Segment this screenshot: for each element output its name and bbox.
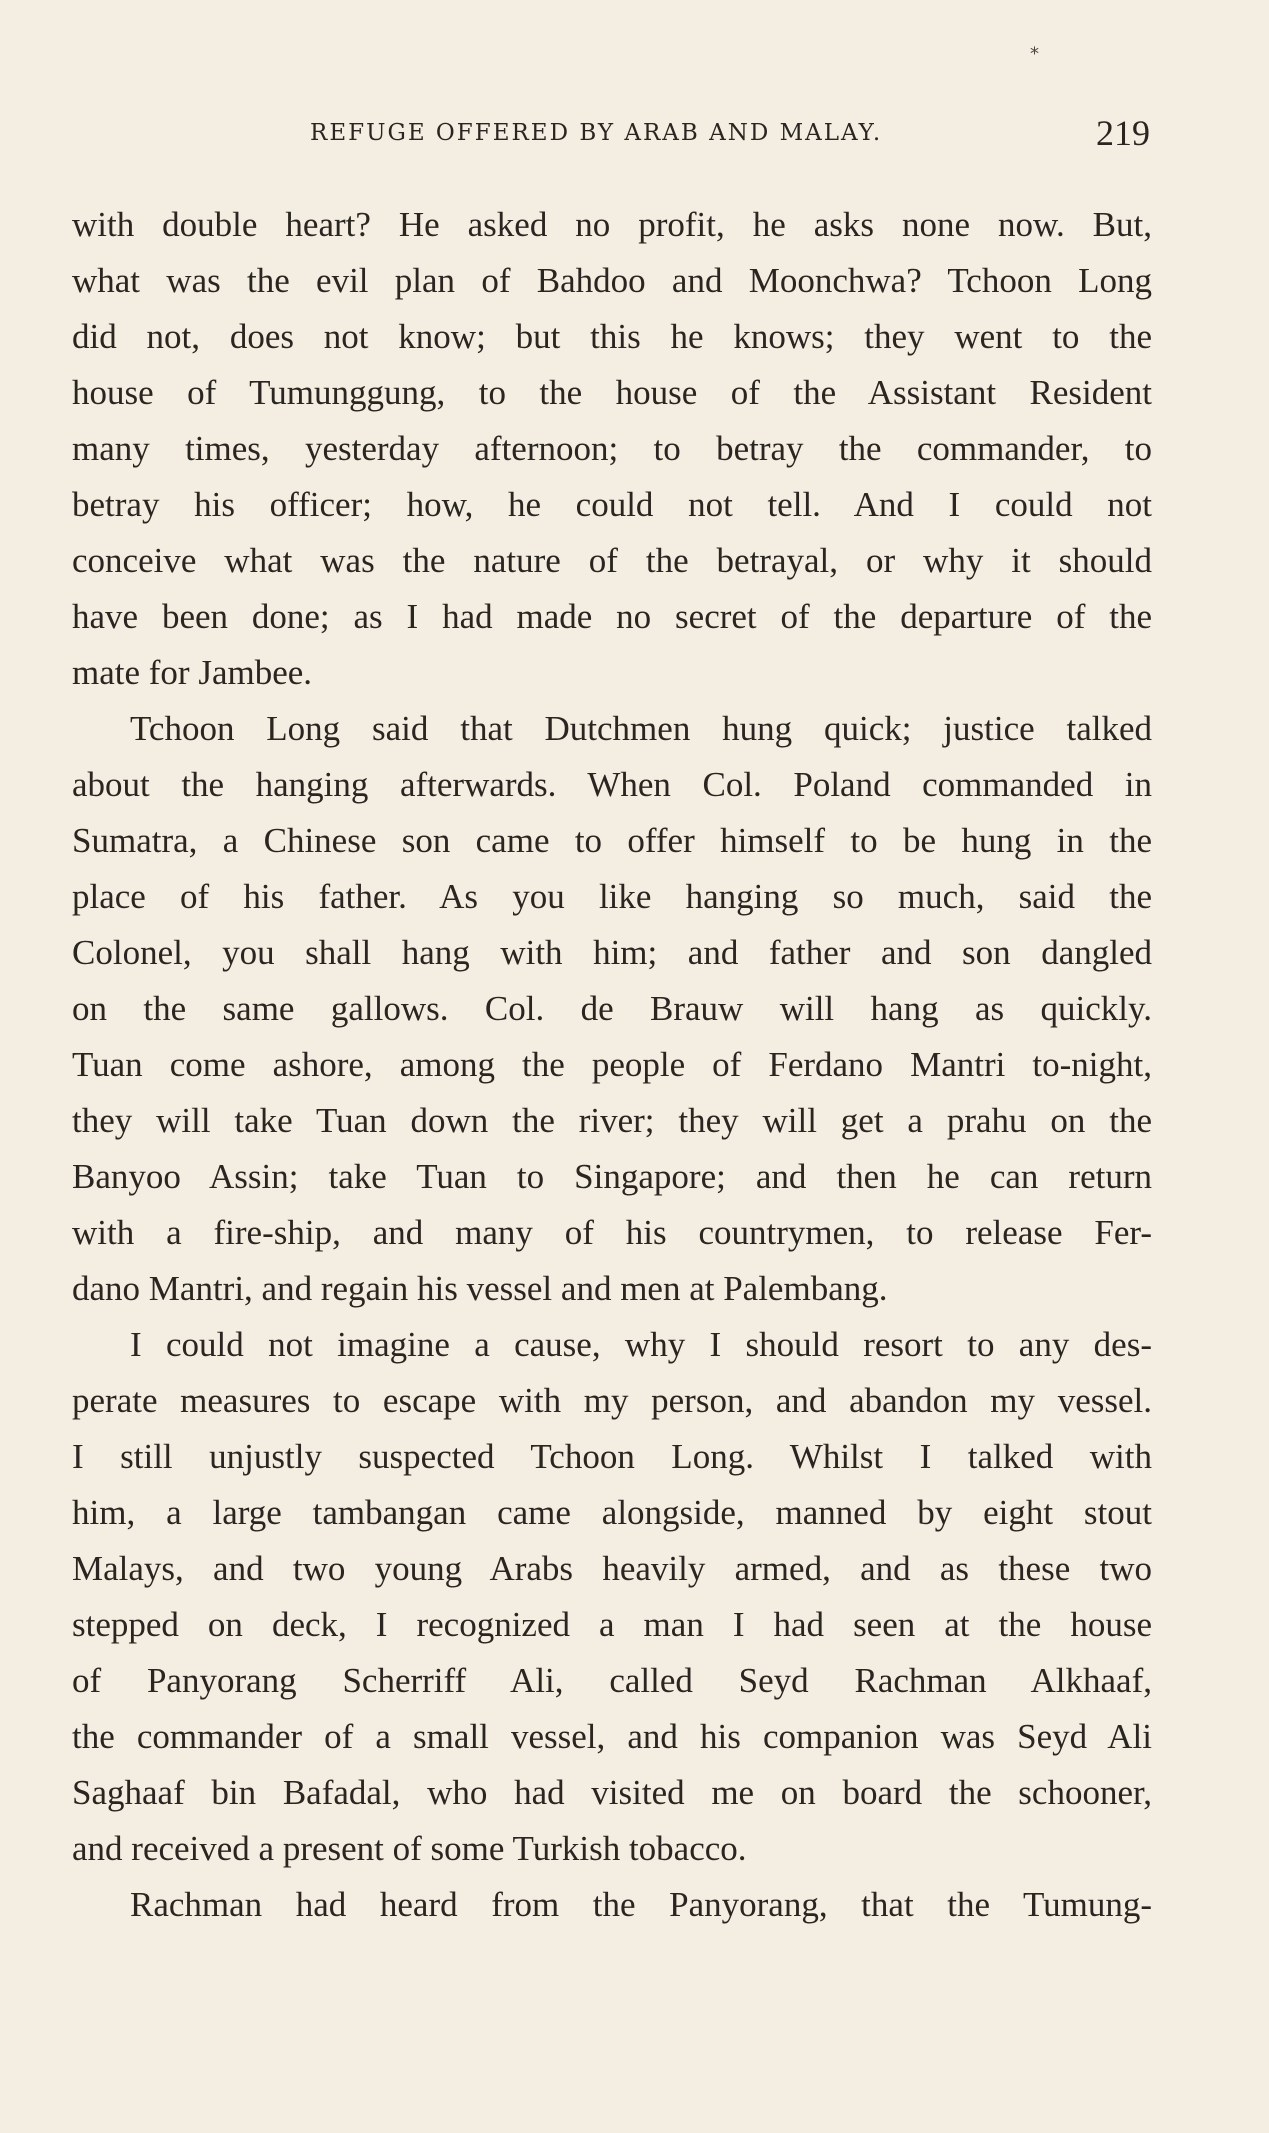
text-line: of Panyorang Scherriff Ali, called Seyd Rachman Alkhaaf, [72,1661,1152,1700]
text-line: stepped on deck, I recognized a man I had seen at the house [72,1605,1152,1644]
text-line: on the same gallows. Col. de Brauw will hang as quickly. [72,989,1152,1028]
text-line: perate measures to escape with my person, and abandon my vessel. [72,1381,1152,1420]
text-line: Sumatra, a Chinese son came to offer himself to be hung in the [72,821,1152,860]
ink-speck-mark: ⁎ [1030,38,1039,59]
chapter-title: REFUGE OFFERED BY ARAB AND MALAY. [310,120,883,146]
text-line: place of his father. As you like hanging so much, said the [72,877,1152,916]
text-line: did not, does not know; but this he knows; they went to the [72,317,1152,356]
text-line: Tchoon Long said that Dutchmen hung quick; justice talked [130,709,1152,748]
running-head [72,112,1150,162]
text-line: many times, yesterday afternoon; to betray the commander, to [72,429,1152,468]
text-line: him, a large tambangan came alongside, manned by eight stout [72,1493,1152,1532]
text-line: have been done; as I had made no secret of the departure of the [72,597,1152,636]
text-line: with double heart? He asked no profit, he asks none now. But, [72,205,1152,244]
text-line: Banyoo Assin; take Tuan to Singapore; and then he can return [72,1157,1152,1196]
page-number: 219 [1096,113,1150,153]
text-line: conceive what was the nature of the betrayal, or why it should [72,541,1152,580]
text-line: what was the evil plan of Bahdoo and Moonchwa? Tchoon Long [72,261,1152,300]
text-line: I could not imagine a cause, why I should resort to any des- [130,1325,1152,1364]
text-line: house of Tumunggung, to the house of the Assistant Resident [72,373,1152,412]
text-line: Tuan come ashore, among the people of Ferdano Mantri to-night, [72,1045,1152,1084]
text-line: betray his officer; how, he could not tell. And I could not [72,485,1152,524]
text-line: I still unjustly suspected Tchoon Long. Whilst I talked with [72,1437,1152,1476]
text-line: about the hanging afterwards. When Col. Poland commanded in [72,765,1152,804]
text-line: the commander of a small vessel, and his companion was Seyd Ali [72,1717,1152,1756]
text-line: they will take Tuan down the river; they will get a prahu on the [72,1101,1152,1140]
text-line: Colonel, you shall hang with him; and father and son dangled [72,933,1152,972]
text-line: and received a present of some Turkish tobacco. [72,1829,747,1868]
text-line: Malays, and two young Arabs heavily armed, and as these two [72,1549,1152,1588]
text-line: mate for Jambee. [72,653,313,692]
text-line: Saghaaf bin Bafadal, who had visited me on board the schooner, [72,1773,1152,1812]
text-line: Rachman had heard from the Panyorang, that the Tumung- [130,1885,1152,1924]
text-line: dano Mantri, and regain his vessel and men at Palembang. [72,1269,888,1308]
body-text [72,197,1152,1933]
text-line: with a fire-ship, and many of his countrymen, to release Fer- [72,1213,1152,1252]
